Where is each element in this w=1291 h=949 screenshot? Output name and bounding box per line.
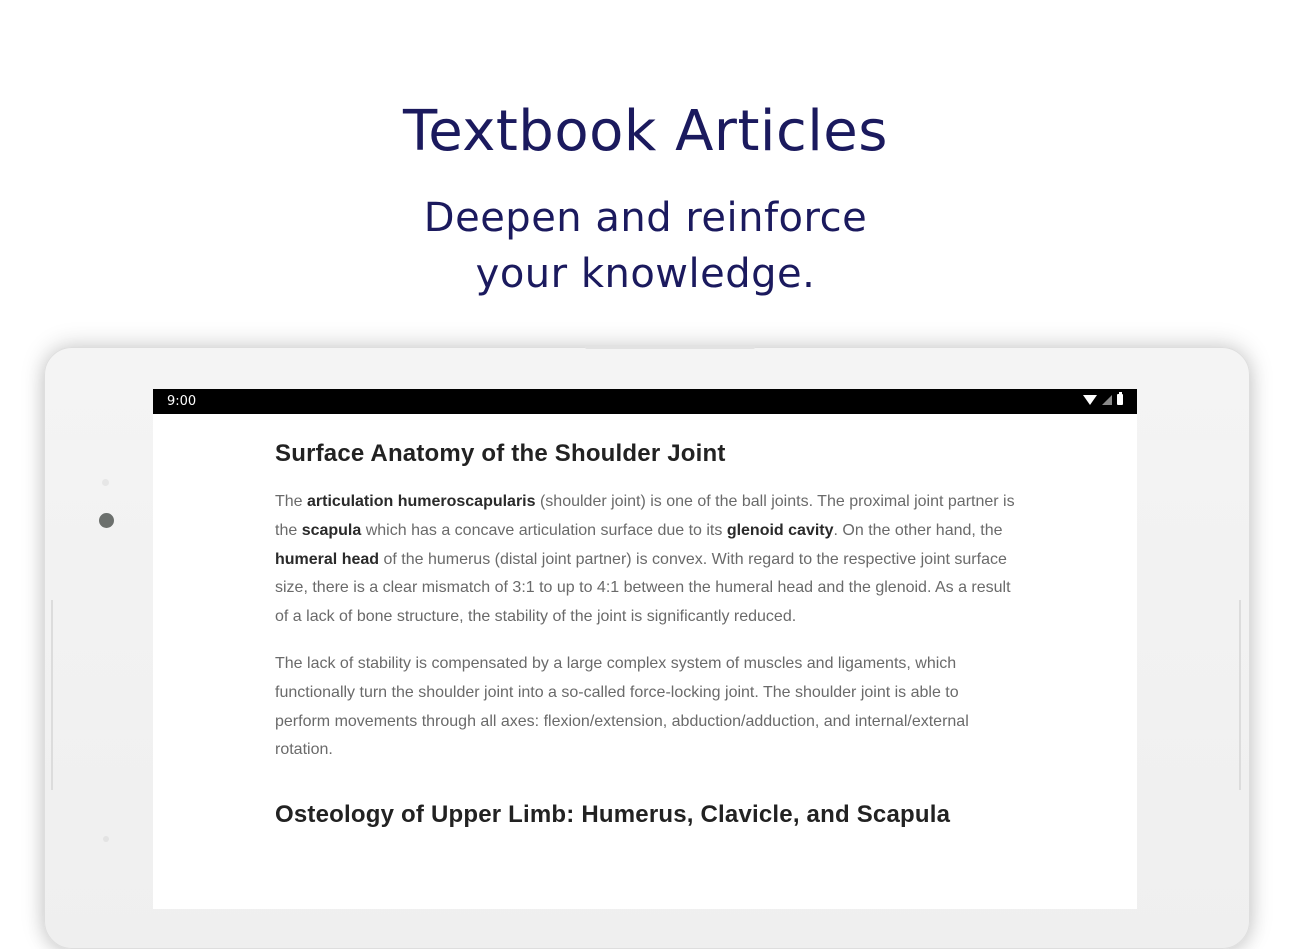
signal-icon <box>1102 395 1112 405</box>
article-content[interactable] <box>275 440 1015 829</box>
article-paragraph-2: The lack of stability is compensated by a large complex system of muscles and ligaments, which functionally turn the shoulder joint into a so-called force-locking joint. The shoulder joint is able to perform movements through all axes: flexion/extension, abduction/adduction, and internal/external rotation. <box>275 654 969 759</box>
term-scapula: scapula <box>301 521 362 539</box>
paragraph-text: which has a concave articulation surface due to its <box>361 521 727 539</box>
status-time: 9:00 <box>167 394 197 409</box>
paragraph-text: The <box>275 493 308 510</box>
tablet-camera-icon <box>99 513 114 528</box>
battery-icon <box>1117 394 1123 405</box>
status-bar <box>153 389 1137 414</box>
tablet-sensor-icon <box>102 479 109 486</box>
paragraph-text: . On the other hand, the <box>833 521 1003 539</box>
hero-subtitle <box>0 190 1291 302</box>
tablet-screen <box>153 389 1137 909</box>
hero-subtitle-line-2: your knowledge. <box>475 251 816 297</box>
next-section-title[interactable]: Osteology of Upper Limb: Humerus, Clavicle, and Scapula <box>275 801 951 829</box>
tablet-mic-icon <box>103 836 109 842</box>
article-paragraph-1 <box>275 488 1015 632</box>
term-humeral-head: humeral head <box>275 550 380 568</box>
tablet-side-edge-left <box>51 600 53 790</box>
tablet-side-edge-right <box>1239 600 1241 790</box>
hero-subtitle-line-1: Deepen and reinforce <box>423 195 868 241</box>
paragraph-text: (shoulder joint) is one of the ball joints. The proximal joint partner is the <box>275 493 1015 539</box>
term-articulation-humeroscapularis: articulation humeroscapularis <box>307 493 536 510</box>
status-icons <box>1083 394 1123 405</box>
term-glenoid-cavity: glenoid cavity <box>726 521 834 539</box>
hero-title: Textbook Articles <box>403 99 888 164</box>
article-title: Surface Anatomy of the Shoulder Joint <box>275 440 726 467</box>
tablet-top-button <box>585 345 755 349</box>
paragraph-text: of the humerus (distal joint partner) is convex. With regard to the respective joint surface size, there is a clear mismatch of 3:1 to up to 4:1 between the humeral head and the glenoid. As a result of a lack of bone structure, the stability of the joint is significantly reduced. <box>275 550 1011 626</box>
wifi-icon <box>1083 395 1097 405</box>
